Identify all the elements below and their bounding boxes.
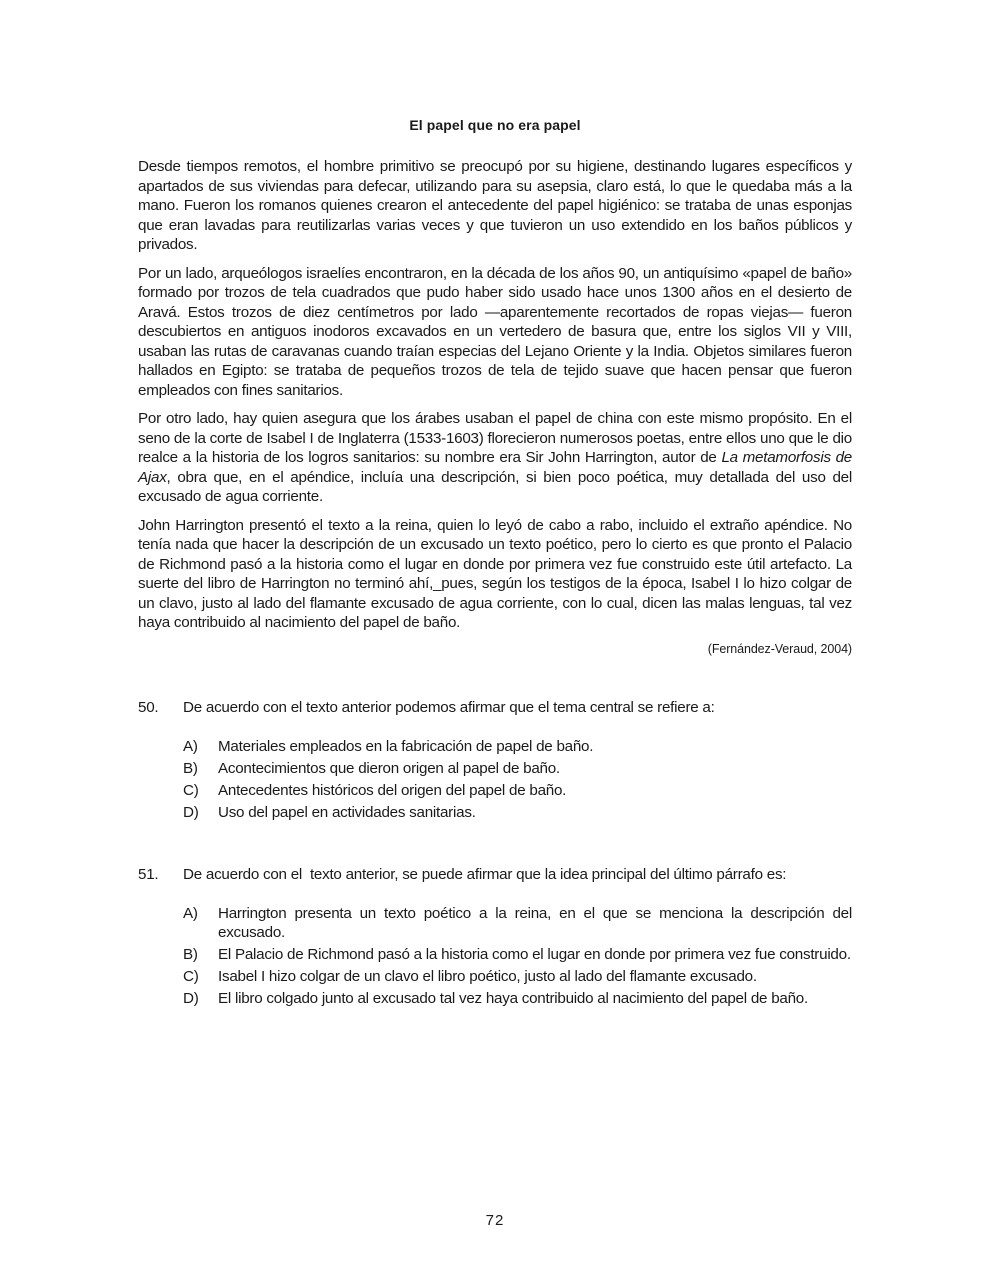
paragraph-3: [138, 409, 852, 507]
option-text: Uso del papel en actividades sanitarias.: [218, 803, 476, 821]
question-50: [138, 698, 852, 825]
reading-passage: [138, 157, 852, 656]
page-number: 72: [485, 1212, 505, 1229]
option-b[interactable]: [183, 759, 852, 779]
option-letter: B): [183, 759, 198, 777]
option-text: El Palacio de Richmond pasó a la historia como el lugar en donde por primera vez fue construido.: [218, 946, 851, 963]
option-a[interactable]: [183, 737, 852, 757]
question-stem: [138, 865, 852, 885]
question-stem: [138, 698, 852, 718]
option-d[interactable]: [183, 803, 852, 823]
paragraph-3-text-b: , obra que, en el apéndice, incluía una descripción, si bien poco poética, muy detallada del uso del excusado de agua corriente.: [138, 468, 852, 505]
paragraph-1: Desde tiempos remotos, el hombre primitivo se preocupó por su higiene, destinando lugares específicos y apartados de sus viviendas para defecar, utilizando para su asepsia, claro está, lo que le quedaba más a la mano. Fueron los romanos quienes crearon el antecedente del papel higiénico: se trataba de unas esponjas que eran lavadas para reutilizarlas varias veces y que tuvieron un uso extendido en los baños públicos y privados.: [138, 158, 852, 253]
paragraph-3-text-a: Por otro lado, hay quien asegura que los árabes usaban el papel de china con este mismo propósito. En el seno de la corte de Isabel I de Inglaterra (1533-1603) florecieron numerosos poetas, entre ellos uno que le dio realce a la historia de los logros sanitarios: su nombre era Sir John Harrington, autor de: [138, 410, 852, 466]
option-text: Acontecimientos que dieron origen al papel de baño.: [218, 759, 560, 777]
option-c[interactable]: [183, 781, 852, 801]
question-text: De acuerdo con el texto anterior podemos afirmar que el tema central se refiere a:: [183, 699, 715, 716]
option-letter: C): [183, 968, 199, 985]
option-text: Materiales empleados en la fabricación de papel de baño.: [218, 737, 594, 755]
answer-options: [138, 904, 852, 1009]
option-letter: B): [183, 946, 198, 963]
answer-options: [138, 737, 852, 823]
paragraph-4: John Harrington presentó el texto a la reina, quien lo leyó de cabo a rabo, incluido el extraño apéndice. No tenía nada que hacer la descripción de un excusado un texto poético, pero lo cierto es que pronto el Palacio de Richmond pasó a la historia como el lugar en donde por primera vez fue construido este útil artefacto. La suerte del libro de Harrington no terminó ahí,_pues, según los testigos de la época, Isabel I lo hizo colgar de un clavo, justo al lado del flamante excusado de agua corriente, con lo cual, dicen las malas lenguas, tal vez haya contribuido al nacimiento del papel de baño.: [138, 516, 852, 631]
question-51: [138, 865, 852, 1011]
option-b[interactable]: [183, 945, 852, 965]
option-text: Harrington presenta un texto poético a la reina, en el que se menciona la descripción del excusado.: [218, 904, 852, 941]
reading-title: El papel que no era papel: [409, 117, 581, 133]
option-letter: D): [183, 803, 199, 821]
option-d[interactable]: [183, 989, 852, 1009]
question-text: De acuerdo con el texto anterior, se puede afirmar que la idea principal del último párrafo es:: [183, 866, 787, 883]
book-title-italic: La metamorfosis de Ajax: [138, 449, 853, 486]
paragraph-2: Por un lado, arqueólogos israelíes encontraron, en la década de los años 90, un antiquísimo «papel de baño» formado por trozos de tela cuadrados que pudo haber sido usado hace unos 1300 años en el desierto de Aravá. Estos trozos de diez centímetros por lado —aparentemente recortados de ropas viejas— fueron descubiertos en antiguos inodoros excavados en un vertedero de basura que, entre los siglos VII y VIII, usaban las rutas de caravanas cuando traían especias del Lejano Oriente y la India. Objetos similares fueron hallados en Egipto: se trataba de pequeños trozos de tela de tejido suave que hacen pensar que fueron empleados con fines sanitarios.: [138, 264, 852, 399]
option-c[interactable]: [183, 967, 852, 987]
option-letter: C): [183, 781, 199, 799]
option-letter: D): [183, 990, 199, 1007]
citation: (Fernández-Veraud, 2004): [707, 641, 852, 656]
option-a[interactable]: [183, 904, 852, 943]
option-text: El libro colgado junto al excusado tal vez haya contribuido al nacimiento del papel de baño.: [218, 990, 808, 1007]
option-letter: A): [183, 737, 198, 755]
question-number: 50.: [138, 699, 159, 716]
option-text: Isabel I hizo colgar de un clavo el libro poético, justo al lado del flamante excusado.: [218, 968, 757, 985]
option-text: Antecedentes históricos del origen del papel de baño.: [218, 781, 567, 799]
question-number: 51.: [138, 866, 159, 883]
option-letter: A): [183, 904, 198, 922]
